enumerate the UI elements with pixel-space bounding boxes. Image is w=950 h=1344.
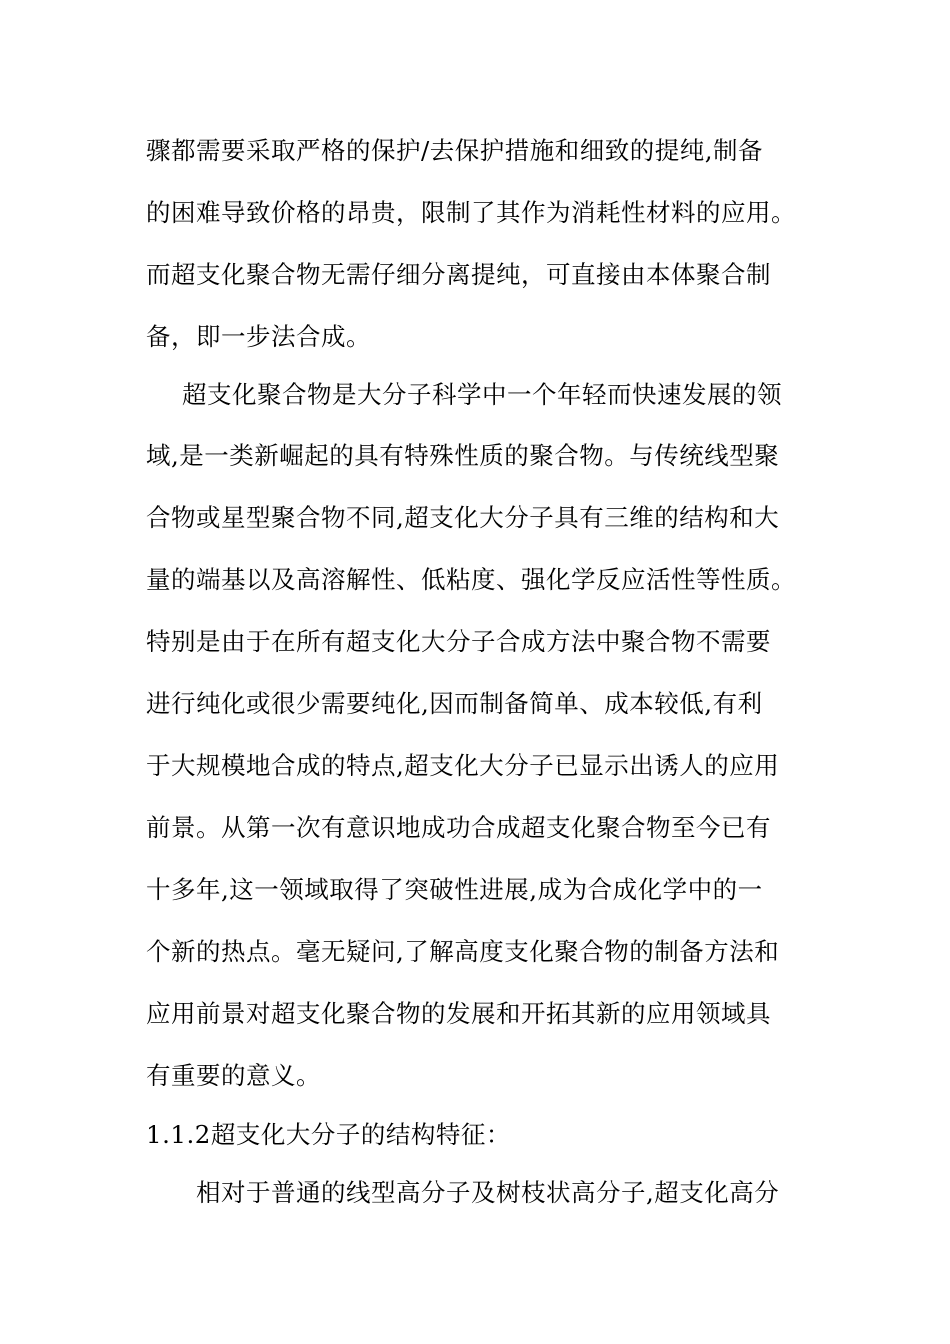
paragraph-2-line-2: 域,是一类新崛起的具有特殊性质的聚合物。与传统线型聚 <box>146 441 780 470</box>
paragraph-2-line-7: 于大规模地合成的特点,超支化大分子已显示出诱人的应用 <box>146 751 780 780</box>
paragraph-2-line-12: 有重要的意义。 <box>146 1061 321 1090</box>
paragraph-2-line-3: 合物或星型聚合物不同,超支化大分子具有三维的结构和大 <box>146 503 780 532</box>
paragraph-2-line-9: 十多年,这一领域取得了突破性进展,成为合成化学中的一 <box>146 875 763 904</box>
paragraph-1-line-3: 而超支化聚合物无需仔细分离提纯，可直接由本体聚合制 <box>146 260 771 289</box>
paragraph-2-line-1: 超支化聚合物是大分子科学中一个年轻而快速发展的领 <box>182 380 782 409</box>
paragraph-1-line-4: 备，即一步法合成。 <box>146 322 371 351</box>
section-heading: 1.1.2超支化大分子的结构特征： <box>146 1120 511 1149</box>
paragraph-2-line-6: 进行纯化或很少需要纯化,因而制备简单、成本较低,有利 <box>146 689 763 718</box>
paragraph-1-line-1: 骤都需要采取严格的保护/去保护措施和细致的提纯,制备 <box>146 136 764 165</box>
paragraph-2-line-11: 应用前景对超支化聚合物的发展和开拓其新的应用领域具 <box>146 999 771 1028</box>
paragraph-1-line-2: 的困难导致价格的昂贵，限制了其作为消耗性材料的应用。 <box>146 198 796 227</box>
paragraph-2-line-4: 量的端基以及高溶解性、低粘度、强化学反应活性等性质。 <box>146 565 796 594</box>
paragraph-2-line-5: 特别是由于在所有超支化大分子合成方法中聚合物不需要 <box>146 627 771 656</box>
paragraph-2-line-10: 个新的热点。毫无疑问,了解高度支化聚合物的制备方法和 <box>146 937 780 966</box>
paragraph-3-line-1: 相对于普通的线型高分子及树枝状高分子,超支化高分 <box>196 1178 780 1207</box>
paragraph-2-line-8: 前景。从第一次有意识地成功合成超支化聚合物至今已有 <box>146 813 771 842</box>
